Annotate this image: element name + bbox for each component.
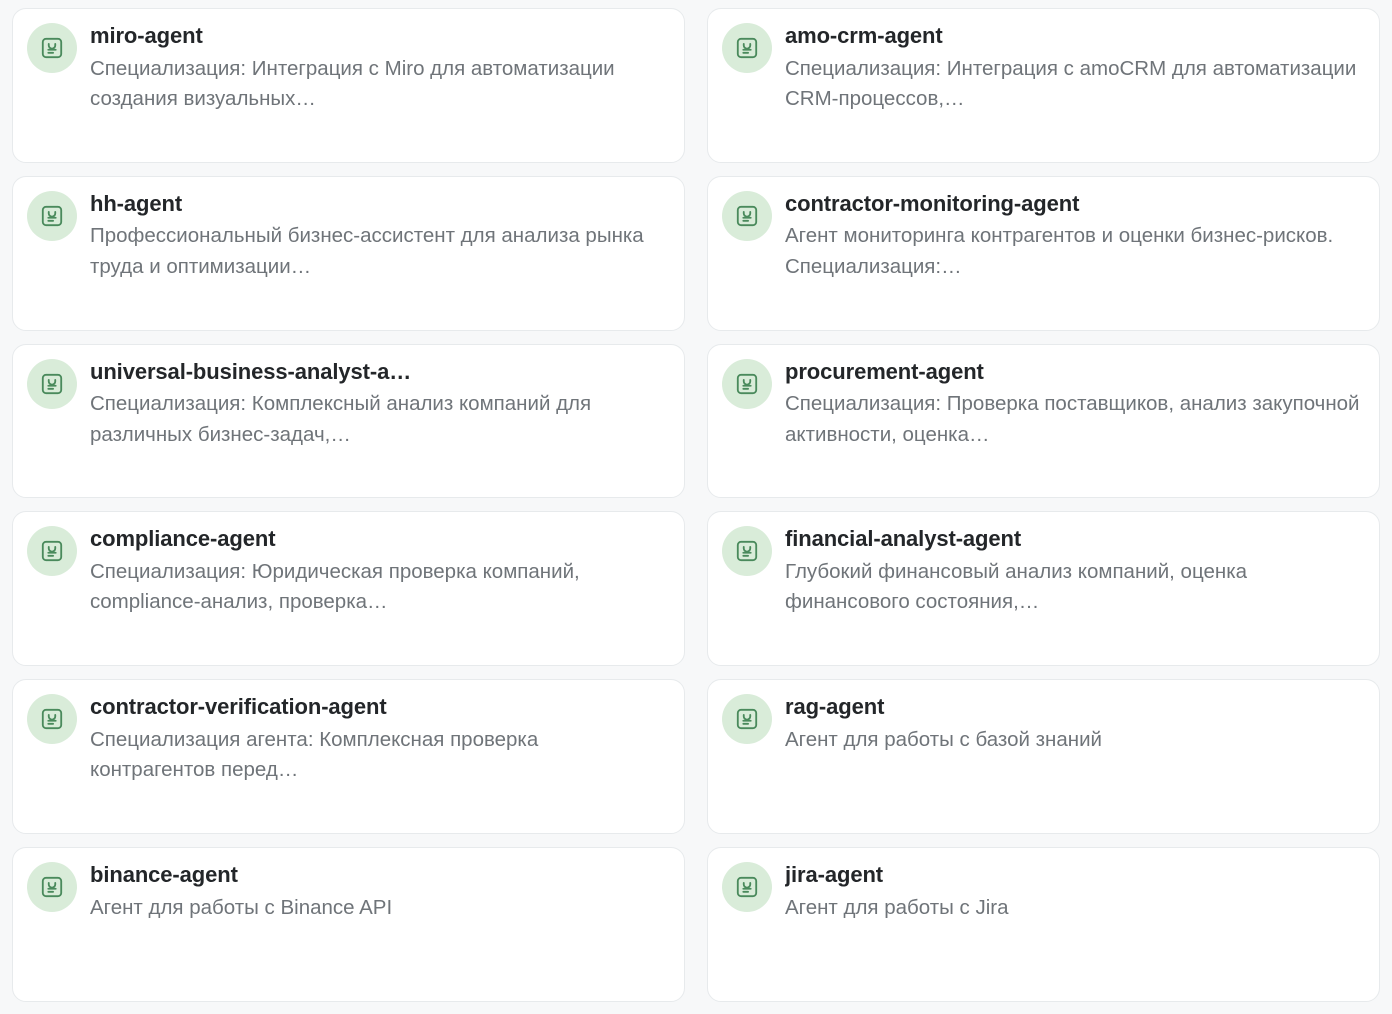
agent-card-title: hh-agent (90, 190, 183, 216)
agent-card-body (785, 524, 1363, 617)
agent-card-description: Глубокий финансовый анализ компаний, оценка финансового состояния,… (785, 560, 1248, 614)
agent-card-body (90, 21, 668, 114)
agent-card-body (90, 524, 668, 617)
agent-card-title: miro-agent (90, 23, 203, 48)
agent-card-icon (722, 359, 772, 409)
agent-card-description: Агент мониторинга контрагентов и оценки бизнес-рисков. Специализация:… (785, 224, 1334, 278)
agent-card[interactable] (707, 176, 1380, 331)
agent-card[interactable] (12, 847, 685, 1002)
agent-card-body (785, 692, 1363, 755)
agent-card-icon (722, 862, 772, 912)
agent-card[interactable] (707, 344, 1380, 499)
agent-card-icon (27, 359, 77, 409)
agent-card-description: Специализация агента: Комплексная проверка контрагентов перед… (90, 727, 539, 782)
agent-card-title: financial-analyst-agent (785, 526, 1022, 552)
agent-card-title: universal-business-analyst-a… (90, 358, 412, 384)
agent-card-body (785, 860, 1363, 923)
agent-card-description: Специализация: Проверка поставщиков, анализ закупочной активности, оценка… (785, 392, 1360, 446)
agent-card[interactable] (707, 847, 1380, 1002)
agent-card-description: Специализация: Интеграция с Miro для автоматизации создания визуальных… (90, 56, 615, 110)
agent-card-body (785, 21, 1363, 114)
agent-card[interactable] (707, 8, 1380, 163)
agent-card-description: Агент для работы с базой знаний (785, 727, 1102, 751)
agent-card-icon (722, 191, 772, 241)
agent-card-icon (722, 694, 772, 744)
agent-card[interactable] (12, 679, 685, 834)
agent-card[interactable] (12, 8, 685, 163)
agent-card-title: contractor-monitoring-agent (785, 190, 1080, 216)
agent-card-icon (27, 191, 77, 241)
agent-card-icon (27, 23, 77, 73)
agent-card-description: Агент для работы с Jira (785, 895, 1009, 919)
agent-card-title: rag-agent (785, 694, 885, 720)
agent-card-body (90, 189, 668, 282)
agent-card-icon (27, 862, 77, 912)
agent-card-title: procurement-agent (785, 358, 984, 384)
agent-card-body (785, 357, 1363, 450)
agent-card-body (90, 357, 668, 450)
agent-card-body (90, 860, 668, 923)
agent-card[interactable] (707, 679, 1380, 834)
agent-card-icon (27, 526, 77, 576)
agent-card-icon (27, 694, 77, 744)
agent-card[interactable] (12, 176, 685, 331)
agent-card-description: Профессиональный бизнес-ассистент для анализа рынка труда и оптимизации… (90, 224, 644, 278)
agent-card-title: jira-agent (785, 862, 884, 888)
agent-card-description: Специализация: Комплексный анализ компаний для различных бизнес-задач,… (90, 392, 592, 446)
agent-card[interactable] (707, 511, 1380, 666)
agent-card-title: amo-crm-agent (785, 23, 943, 48)
agent-card-icon (722, 23, 772, 73)
agent-card-icon (722, 526, 772, 576)
agent-card-body (90, 692, 668, 785)
agent-card-description: Агент для работы с Binance API (90, 895, 393, 919)
agent-card[interactable] (12, 511, 685, 666)
agent-card-description: Специализация: Юридическая проверка компаний, compliance-анализ, проверка… (90, 560, 580, 614)
agent-card-title: contractor-verification-agent (90, 694, 387, 720)
agent-card-body (785, 189, 1363, 282)
agent-card-title: binance-agent (90, 862, 238, 888)
agent-card[interactable] (12, 344, 685, 499)
agent-card-title: compliance-agent (90, 526, 276, 552)
agent-card-description: Специализация: Интеграция с amoCRM для автоматизации CRM-процессов,… (785, 56, 1357, 110)
